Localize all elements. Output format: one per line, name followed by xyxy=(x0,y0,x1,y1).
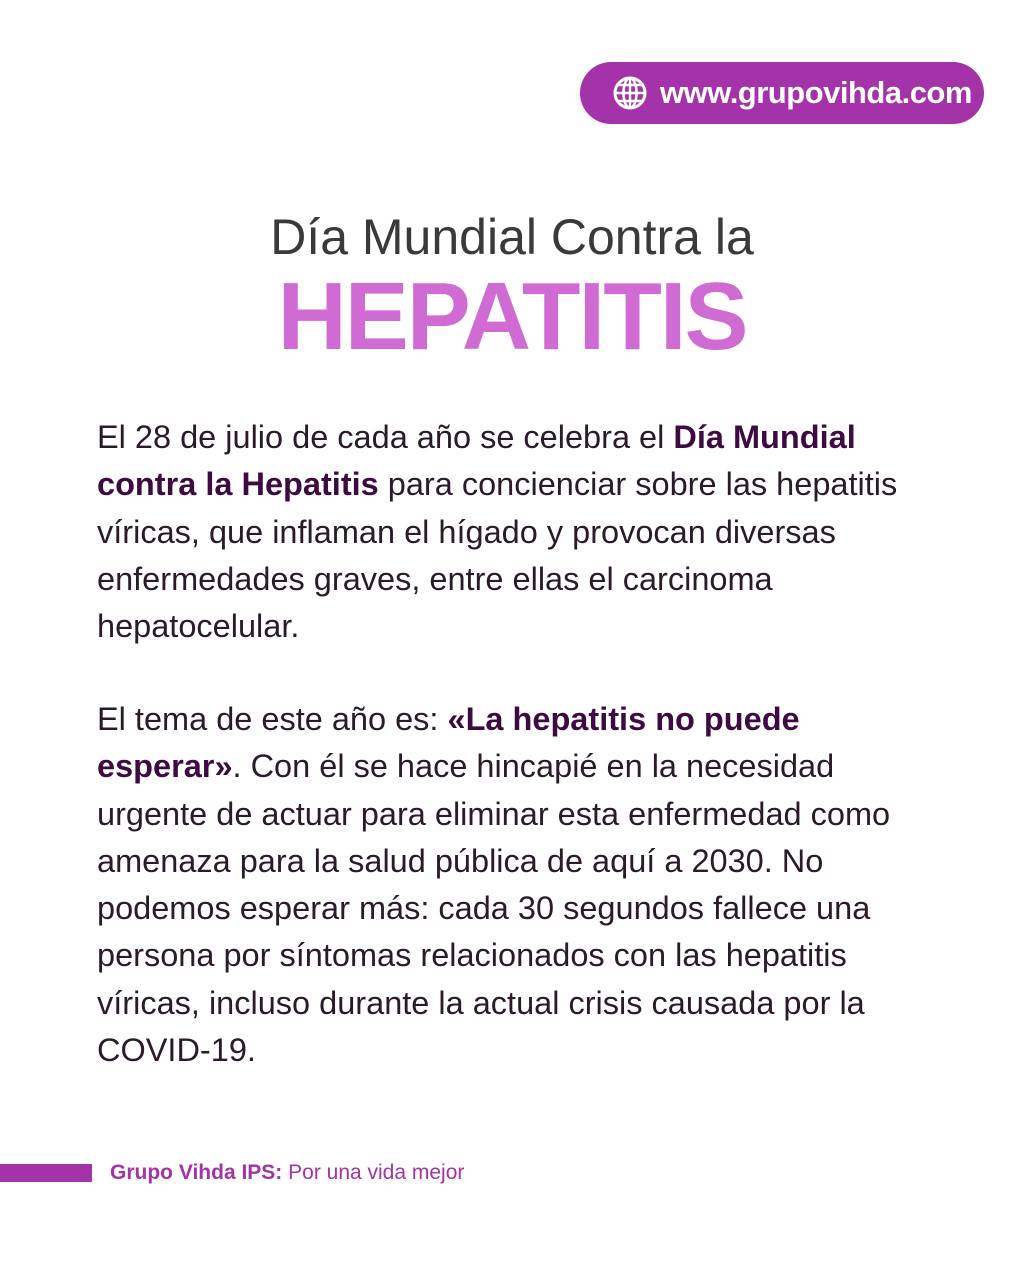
website-url[interactable]: www.grupovihda.com xyxy=(660,75,972,110)
paragraph-intro xyxy=(97,414,927,650)
globe-icon xyxy=(612,75,648,111)
website-url-pill[interactable] xyxy=(580,62,984,124)
page-title: HEPATITIS xyxy=(277,263,747,370)
paragraph-theme xyxy=(97,696,927,1074)
footer-accent-bar xyxy=(0,1164,92,1182)
paragraph-theme-bold: «La hepatitis no puede esperar» xyxy=(97,701,800,785)
paragraph-theme-text-b: . Con él se hace hincapié en la necesidad urgente de actuar para eliminar esta enfermedad como amenaza para la salud pública de aquí a 2030. No podemos esperar más: cada 30 segundos fallece una persona por síntomas relacionados con las hepatitis víricas, incluso durante la actual crisis causada por la COVID-19. xyxy=(97,748,891,1069)
footer-tagline: Por una vida mejor xyxy=(282,1161,465,1184)
title-line-1: Día Mundial Contra la xyxy=(270,209,754,265)
paragraph-intro-text-a: El 28 de julio de cada año se celebra el xyxy=(97,419,674,455)
paragraph-theme-text-a: El tema de este año es: xyxy=(97,701,448,737)
footer-signature xyxy=(110,1158,464,1188)
paragraph-intro-text-b: para concienciar sobre las hepatitis víricas, que inflaman el hígado y provocan diversas enfermedades graves, entre ellas el carcinoma hepatocelular. xyxy=(97,466,898,645)
footer-brand: Grupo Vihda IPS: xyxy=(110,1161,283,1184)
paragraph-intro-bold: Día Mundial contra la Hepatitis xyxy=(97,419,856,503)
